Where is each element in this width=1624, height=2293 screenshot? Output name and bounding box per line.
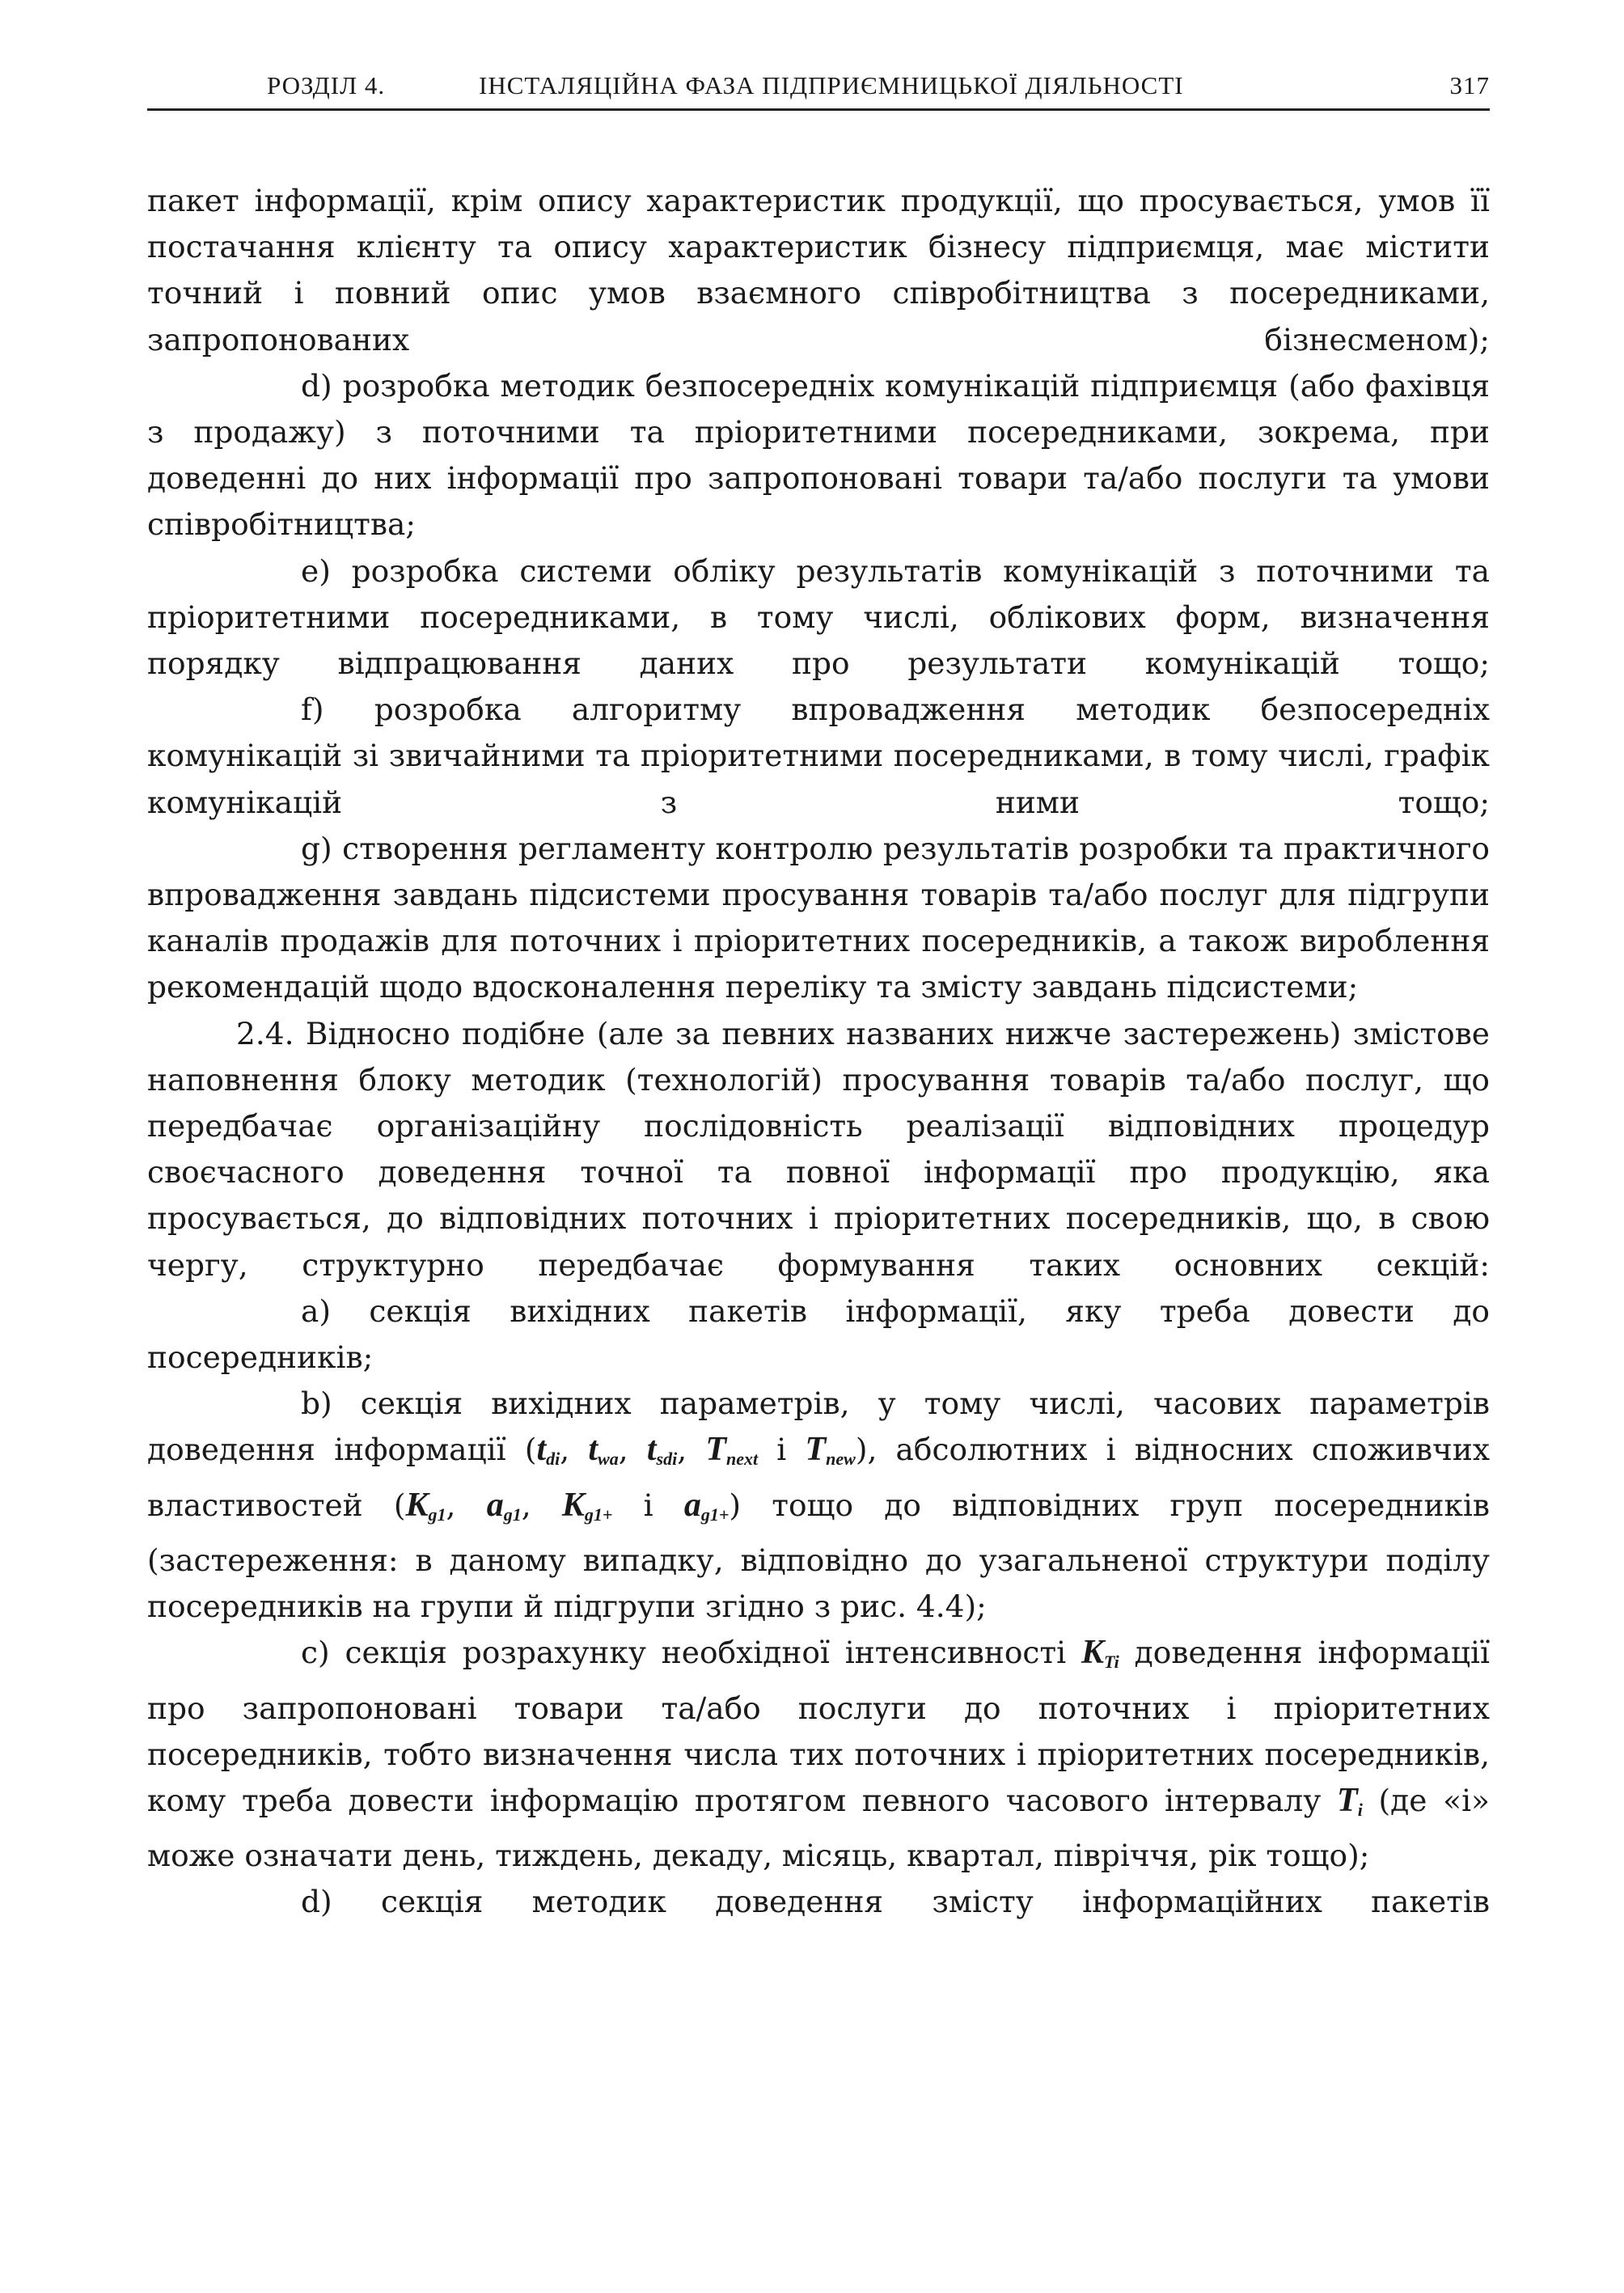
list-item-e: e) розробка системи обліку результатів комунікацій з поточними та пріоритетними посередниками, в тому числі, облікових форм, визначення порядку відпрацювання даних про результати комунікацій тощо; <box>147 552 1490 682</box>
paragraph: пакет інформації, крім опису характеристик продукції, що просувається, умов її постачання клієнту та опису характеристик бізнесу підприємця, має містити точний і повний опис умов взаємного співробітництва з посередниками, запропонованих бізнесменом); <box>147 183 1490 357</box>
list-item-b: b) секція вихідних параметрів, у тому числі, часових параметрів доведення інформації ($t_{di}$, $t_{wa}$, $t_{sdi}$, $T_{next}$ і $T_{new}$), абсолютних і відносних споживчих властивостей ($K_{g1}$, $a_{g1}$, $K_{g1+}$ і $a_{g1+}$) тощо до відповідних груп посередників (застереження: в даному випадку, відповідно до узагальненої структури поділу посередників на групи й підгрупи згідно з рис. 4.4); <box>147 1386 1490 1625</box>
header-title: ІНСТАЛЯЦІЙНА ФАЗА ПІДПРИЄМНИЦЬКОЇ ДІЯЛЬНОСТІ <box>479 71 1184 99</box>
formula-K-g1: $K_{g1}$ <box>405 1486 446 1525</box>
formula-t-wa: $t_{wa}$ <box>588 1431 619 1470</box>
formula-T-new: $T_{new}$ <box>805 1431 856 1470</box>
list-item-f: f) розробка алгоритму впровадження методик безпосередніх комунікацій зі звичайними та пріоритетними посередниками, в тому числі, графік комунікацій з ними тощо; <box>147 692 1490 820</box>
list-item-a: a) секція вихідних пакетів інформації, яку треба довести до посередників; <box>147 1292 1490 1376</box>
list-item-g: g) створення регламенту контролю результатів розробки та практичного впровадження завдань підсистеми просування товарів та/або послуг для підгрупи каналів продажів для поточних і пріоритетних посередників, а також вироблення рекомендацій щодо вдосконалення переліку та змісту завдань підсистеми; <box>147 830 1490 1005</box>
formula-K-g1plus: $K_{g1+}$ <box>561 1486 613 1525</box>
list-item-d-section: d) секція методик доведення змісту інформаційних пакетів <box>301 1884 1490 1920</box>
formula-a-g1: $a_{g1}$ <box>486 1486 522 1525</box>
header-section: РОЗДІЛ 4. <box>267 71 386 99</box>
formula-T-next: $T_{next}$ <box>705 1431 759 1470</box>
list-item-d: d) розробка методик безпосередніх комунікацій підприємця (або фахівця з продажу) з поточними та пріоритетними посередниками, зокрема, при доведенні до них інформації про запропоновані товари та/або послуги та умови співробітництва; <box>147 367 1490 543</box>
formula-t-sdi: $t_{sdi}$ <box>646 1431 678 1470</box>
page-body <box>147 178 1490 1926</box>
formula-a-g1plus: $a_{g1+}$ <box>683 1486 730 1525</box>
list-item-c: c) секція розрахунку необхідної інтенсивності $K_{Ti}$ доведення інформації про запропоновані товари та/або послуги до поточних і пріоритетних посередників, тобто визначення числа тих поточних і пріоритетних посередників, кому треба довести інформацію протягом певного часового інтервалу $T_i$ (де «і» може означати день, тиждень, декаду, місяць, квартал, півріччя, рік тощо); <box>147 1634 1491 1874</box>
formula-t-di: $t_{di}$ <box>536 1431 560 1470</box>
running-header <box>147 71 1490 111</box>
formula-K-Ti: $K_{Ti}$ <box>1081 1634 1119 1673</box>
page-number: 317 <box>1449 71 1490 99</box>
formula-T-i: $T_i$ <box>1337 1781 1363 1820</box>
paragraph-2-4: 2.4. Відносно подібне (але за певних названих нижче застережень) змістове наповнення блоку методик (технологій) просування товарів та/або послуг, що передбачає організаційну послідовність реалізації відповідних процедур своєчасного доведення точної та повної інформації про продукцію, яка просувається, до відповідних поточних і пріоритетних посередників, що, в свою чергу, структурно передбачає формування таких основних секцій: <box>147 1015 1490 1283</box>
